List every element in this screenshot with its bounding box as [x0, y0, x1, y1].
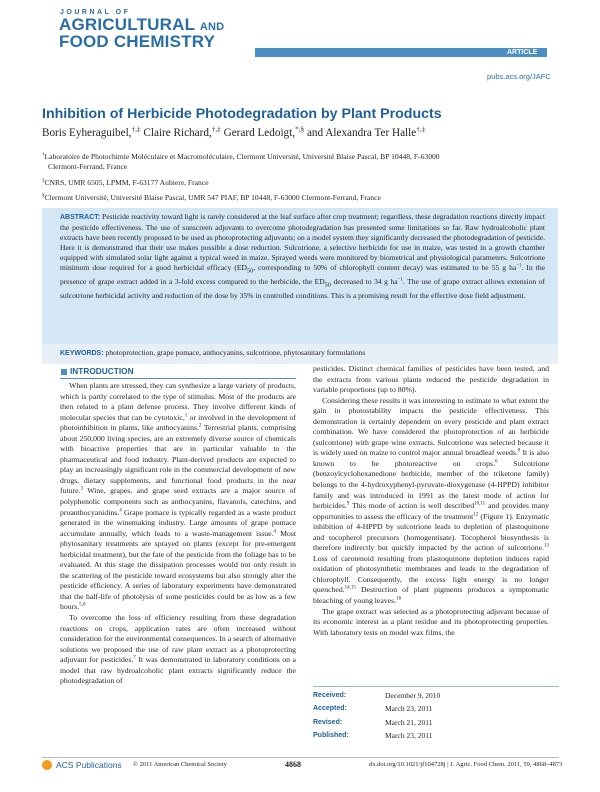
affiliation-mark: ‡ — [42, 178, 45, 184]
paragraph — [313, 396, 549, 607]
date-row-accepted — [313, 702, 558, 715]
journal-of-label: JOURNAL OF — [60, 9, 131, 16]
section-divider — [60, 378, 296, 379]
abstract-superscript: −1 — [516, 263, 522, 269]
date-label: Published: — [313, 731, 349, 739]
affiliation-text: Laboratoire de Photochimie Moléculaire et Macromoléculaire, Clermont Université, Université Blaise Pascal, BP 10448, F-63000 — [44, 152, 440, 161]
affiliation-3 — [42, 193, 381, 203]
citation-ref[interactable]: 16 — [396, 596, 402, 602]
author-list — [42, 127, 425, 139]
text-run: Wine, grapes, and grape seed extracts are a major source of polyphenolic components such as anthocyanins, flavanols, catechins, and proanthocyanidins. — [60, 486, 296, 517]
date-value: March 23, 2011 — [385, 730, 433, 740]
author-affiliation-mark: †,‡ — [416, 125, 426, 134]
body-right-column — [313, 364, 549, 638]
keywords-label: KEYWORDS: — [60, 350, 104, 357]
abstract-subscript: 50 — [324, 281, 331, 289]
publisher-name[interactable]: ACS Publications — [56, 760, 122, 770]
citation-ref[interactable]: 4 — [119, 507, 122, 513]
text-run: Most phytosanitary treatments are sprayed on plants (except for pre-emergent herbicidal treatment), but the fate of the pesticide from the foliage has to be evaluated. At this stage the dissipation processes would not only result in the scattering of the pesticide toward ecosystems but also strongly alter the pesticide efficiency. A series of laboratory experiments have demonstrated that the half-life of photolysis of some pesticides could be as low as a few hours. — [60, 528, 297, 612]
date-label: Revised: — [313, 718, 343, 726]
citation-ref[interactable]: 7 — [133, 655, 136, 661]
date-label: Accepted: — [313, 705, 347, 713]
abstract-segment: , corresponding to 50% of chlorophyll content decay) was estimated to be 55 g ha — [253, 263, 517, 273]
section-bullet-icon — [61, 369, 67, 375]
keywords-text: photoprotection, grape pomace, anthocyanins, sulcotrione, phytosanitary formulations — [103, 348, 366, 357]
journal-url[interactable]: pubs.acs.org/JAFC — [487, 72, 551, 81]
paragraph: pesticides. Distinct chemical families of pesticides have been tested, and the extracts from various plants reduced the pesticide degradation in variable proportions (up to 80%). — [313, 364, 549, 395]
affiliation-2 — [42, 178, 209, 188]
affiliation-1-cont: Clermont-Ferrand, France — [48, 162, 128, 171]
affiliation-text: Clermont Université, Université Blaise Pascal, UMR 547 PIAF, BP 10448, F-63000 Clermont-Ferrand, France — [44, 193, 381, 202]
copyright-notice: © 2011 American Chemical Society — [133, 761, 227, 768]
citation-ref[interactable]: 13 — [543, 543, 549, 549]
text-run: or involved in the development of photoinhibition in plants, like anthocyanins. — [60, 412, 296, 433]
citation-ref[interactable]: 8 — [517, 448, 521, 454]
affiliation-mark: § — [42, 193, 45, 199]
abstract-superscript: −1 — [397, 277, 403, 283]
keywords — [60, 348, 365, 357]
affiliation-text: CNRS, UMR 6505, LPMM, F-63177 Aubiere, France — [44, 178, 209, 187]
page-number: 4868 — [285, 760, 301, 769]
text-run: It was demonstrated in laboratory conditions on a model that raw hydroalcoholic plant extracts significantly reduce the photodegradation of — [60, 655, 296, 686]
author-name[interactable]: Boris Eyheraguibel, — [42, 127, 132, 139]
text-run: (Figure 1). Enzymatic inhibition of 4-HPPD by sulcotrione leads to depletion of plastoquinone and tocopherol precursors (homogentisate). Tocopherol biosynthesis is therefore indirectly but quickly impacted by the action of sulcotrione. — [313, 511, 549, 553]
paragraph: The grape extract was selected as a photoprotecting adjuvant because of its economic interest as a plant residue and its photoprotecting properties. With laboratory tests on model wax films, the — [313, 606, 549, 637]
date-row-received — [313, 689, 558, 702]
doi-citation[interactable]: dx.doi.org/10.1021/jf104728j | J. Agric. Food Chem. 2011, 59, 4868–4873 — [369, 761, 563, 768]
author-affiliation-mark: *,§ — [295, 125, 305, 134]
publication-dates — [313, 689, 558, 742]
text-run: Terrestrial plants, comprising about 250,000 living species, are an extremely diverse source of chemicals with bioactive properties that are in particular valuable to the pharmaceutical and food industry. Plant-derived products are expected to play an increasingly significant role in the commercial development of new drugs, dietary supplements, and functional food products in the near future. — [60, 423, 296, 496]
abstract-segment: decreased to 34 g ha — [330, 277, 398, 287]
citation-ref[interactable]: 12 — [473, 512, 479, 518]
date-value: March 21, 2011 — [385, 717, 433, 727]
abstract-segment: . The use of grape extract allows extension of sulcotrione herbicidal activity and reduction of the dose by 35% in controlled conditions. This is a promising result for the effective dose field adjustment. — [60, 277, 545, 300]
footer-divider — [42, 757, 559, 758]
journal-name-and: AND — [199, 21, 225, 33]
citation-ref[interactable]: 9 — [346, 501, 350, 507]
date-label: Received: — [313, 692, 347, 699]
paragraph — [60, 381, 296, 613]
text-run: Destruction of plant pigments produces a symptomatic bleaching of young leaves. — [313, 585, 549, 606]
author-affiliation-mark: †,‡ — [131, 125, 141, 134]
citation-ref[interactable]: 5,6 — [79, 602, 86, 608]
author-name[interactable]: Gerard Ledoigt, — [220, 127, 296, 139]
citation-ref[interactable]: 3 — [80, 486, 83, 492]
author-name[interactable]: Claire Richard, — [140, 127, 212, 139]
text-run: To overcome the loss of efficiency resulting from these degradation reactions on crops, application rates are often increased without consideration for the environmental consequences. In a search of alternative solutions we proposed the use of raw plant extract as a photoprotecting adjuvant for pesticides. — [60, 613, 296, 665]
citation-ref[interactable]: 14,15 — [344, 585, 356, 591]
citation-ref[interactable]: 6 — [494, 459, 498, 465]
author-affiliation-mark: †,‡ — [211, 125, 221, 134]
text-run: It is also known to be photoreactive on crops. — [313, 448, 549, 468]
date-value: December 9, 2010 — [385, 691, 441, 700]
citation-ref[interactable]: 2 — [198, 423, 202, 429]
journal-name-line2: FOOD CHEMISTRY — [59, 32, 216, 51]
date-row-revised — [313, 716, 558, 729]
abstract-subscript: 50 — [246, 267, 254, 275]
date-value: March 23, 2011 — [385, 704, 433, 714]
citation-ref[interactable]: 1 — [184, 413, 188, 419]
author-name[interactable]: and Alexandra Ter Halle — [304, 127, 417, 139]
journal-name-agricultural: AGRICULTURAL — [59, 15, 195, 34]
text-run: Sulcotrione (benzoylcyclohexanedione herbicide, member of the triketone family) belongs to the 4-hydroxyphenyl-pyruvate-dioxygenase (4-HPPD) inhibitor family and was introduced in 1991 as the latest mode of action for herbicides. — [313, 458, 550, 511]
abstract-segment: Pesticide reactivity toward light is rarely considered at the leaf surface after crop treatment; regardless, these degradation reactions directly impact the pesticide effectiveness. The use of sunscreen adjuvants to overcome photodegradation has presented some limitations so far. Raw hydroalcoholic plant extracts have been recently proposed to be used as photoprotecting adjuvants; on a model system they significantly decreased the photodegradation of pesticide. Here it is demonstrated that their use makes possible a dose reduction. Sulcotrione, a selective herbicide for use in maize, was tested in a growth chamber equipped with simulated solar light against a typical weed in maize. Sprayed weeds were monitored by biometrical and physiological parameters. Sulcotrione minimum dose required for a good herbicidal efficacy (ED — [60, 212, 545, 273]
date-row-published — [313, 729, 558, 742]
abstract-segment: . In the presence of grape extract added in a 3-fold excess compared to the herbicide, the ED — [60, 263, 545, 287]
citation-ref[interactable]: 4 — [273, 529, 276, 535]
abstract-text — [60, 212, 545, 301]
dates-divider — [313, 686, 559, 687]
text-run: This mode of action is well described — [349, 501, 475, 511]
article-type-label: ARTICLE — [507, 49, 538, 56]
article-type-bar — [255, 48, 547, 57]
text-run: Grape pomace is typically regarded as a waste product generated in the winemaking industry. Large amounts of grape pomace accumulate annually, which leads to a waste-management issue. — [60, 507, 296, 538]
abstract-label: ABSTRACT: — [60, 214, 101, 221]
citation-ref[interactable]: 10,11 — [474, 501, 486, 507]
affiliation-mark: † — [42, 152, 45, 158]
text-run: Loss of carotenoid resulting from plastoquinone depletion induces rapid oxidation of photosynthetic membranes and leads to the degradation of chlorophyll. Consequently, the excess light energy is no longer quenched. — [313, 553, 549, 595]
section-heading-introduction[interactable]: INTRODUCTION — [70, 366, 134, 376]
text-run: and provides many opportunities to assess the efficacy of the treatment — [313, 501, 549, 521]
paragraph — [60, 613, 296, 687]
text-run: Considering these results it was interesting to estimate to what extent the gain in photostability impacts the pesticide effectiveness. This demonstration is certainly dependent on every pesticide and plant extract combination. We have considered the photoprotection of an herbicide (sulcotrione) with grape wine extracts. Sulcotrione was selected because it is widely used on maize to control major annual broadleaf weeds. — [313, 395, 549, 458]
body-left-column — [60, 381, 296, 687]
acs-logo-icon — [42, 760, 52, 770]
text-run: When plants are stressed, they can synthesize a large variety of products, which is partly correlated to the type of stimulus. Most of the products are then related to a plant defense process. They involve different kinds of molecular species that can be cytotoxic, — [60, 381, 296, 422]
affiliation-1 — [42, 152, 440, 162]
article-title: Inhibition of Herbicide Photodegradation by Plant Products — [42, 106, 442, 122]
